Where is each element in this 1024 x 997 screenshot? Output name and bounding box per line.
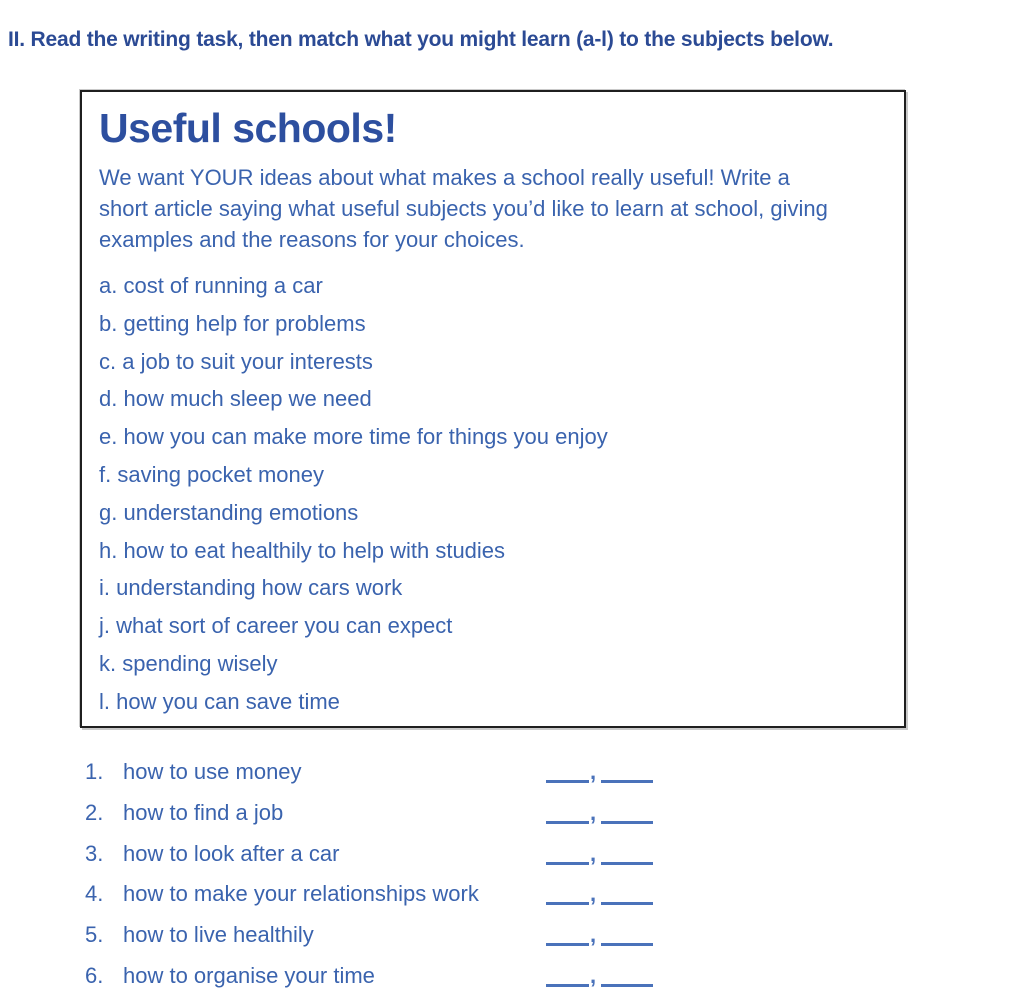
option-letter: f. [99,461,118,487]
task-description-line: examples and the reasons for your choices. [99,227,525,252]
answer-blanks [546,874,653,915]
question-text: how to make your relationships work [123,881,479,907]
answer-blank-second[interactable] [601,769,653,783]
question-number: 6. [85,962,104,988]
answer-blank-second[interactable] [601,973,653,987]
option-item-l [99,683,888,721]
exercise-instruction: II. Read the writing task, then match what you might learn (a-l) to the subjects below. [8,28,834,51]
answer-blank-second[interactable] [601,851,653,865]
options-list [99,267,888,721]
task-description-line: short article saying what useful subjects you’d like to learn at school, giving [99,196,828,221]
option-text: saving pocket money [117,461,325,487]
option-letter: b. [99,310,124,336]
option-item-g [99,494,888,532]
question-text: how to find a job [123,799,284,825]
question-number: 4. [85,881,104,907]
answer-blanks [546,956,653,997]
option-letter: h. [99,537,124,563]
option-text: how you can save time [116,688,340,714]
option-letter: l. [99,688,117,714]
blank-separator: , [590,759,597,784]
answer-blanks [546,915,653,956]
answer-blanks [546,752,653,793]
option-item-c [99,343,888,381]
option-letter: e. [99,424,124,450]
answer-blank-second[interactable] [601,932,653,946]
answer-blanks [546,834,653,875]
answer-blank-second[interactable] [601,810,653,824]
option-text: cost of running a car [123,273,323,298]
option-letter: k. [99,650,123,676]
answer-blank-second[interactable] [601,891,653,905]
task-description [99,162,888,255]
questions-list [85,752,705,997]
question-item-5 [85,915,705,956]
answer-blank-first[interactable] [546,973,589,987]
option-item-k [99,645,888,683]
option-item-e [99,418,888,456]
blank-separator: , [590,922,597,948]
option-item-h [99,532,888,570]
task-description-line: We want YOUR ideas about what makes a school really useful! Write a [99,165,790,190]
option-item-b [99,305,888,343]
task-title: Useful schools! [99,105,397,151]
question-number: 5. [85,922,104,948]
blank-separator: , [590,840,597,866]
option-letter: j. [99,613,117,639]
option-text: how much sleep we need [123,386,372,412]
question-text: how to use money [123,759,302,784]
option-text: understanding emotions [123,499,359,525]
option-item-j [99,607,888,645]
option-text: how you can make more time for things you enjoy [123,424,608,450]
option-text: spending wisely [122,650,278,676]
option-text: getting help for problems [123,310,366,336]
question-text: how to look after a car [123,840,340,866]
option-text: how to eat healthily to help with studies [123,537,506,563]
blank-separator: , [590,962,597,988]
option-item-i [99,569,888,607]
option-item-a [99,267,888,305]
answer-blank-first[interactable] [546,851,589,865]
question-item-1 [85,752,705,793]
option-letter: c. [99,348,123,374]
blank-separator: , [590,881,597,907]
option-letter: d. [99,386,124,412]
option-item-d [99,380,888,418]
question-text: how to organise your time [123,962,375,988]
blank-separator: , [590,799,597,825]
question-number: 2. [85,799,104,825]
question-item-6 [85,956,705,997]
option-letter: a. [99,273,124,298]
option-item-f [99,456,888,494]
question-number: 3. [85,840,104,866]
option-text: what sort of career you can expect [116,613,453,639]
answer-blank-first[interactable] [546,769,589,783]
answer-blank-first[interactable] [546,932,589,946]
question-item-4 [85,874,705,915]
answer-blank-first[interactable] [546,891,589,905]
option-text: understanding how cars work [116,575,403,601]
answer-blanks [546,793,653,834]
option-text: a job to suit your interests [122,348,373,374]
question-number: 1. [85,759,104,784]
question-item-3 [85,834,705,875]
option-letter: i. [99,575,117,601]
writing-task-box [80,90,906,728]
question-item-2 [85,793,705,834]
question-text: how to live healthily [123,922,314,948]
answer-blank-first[interactable] [546,810,589,824]
option-letter: g. [99,499,124,525]
